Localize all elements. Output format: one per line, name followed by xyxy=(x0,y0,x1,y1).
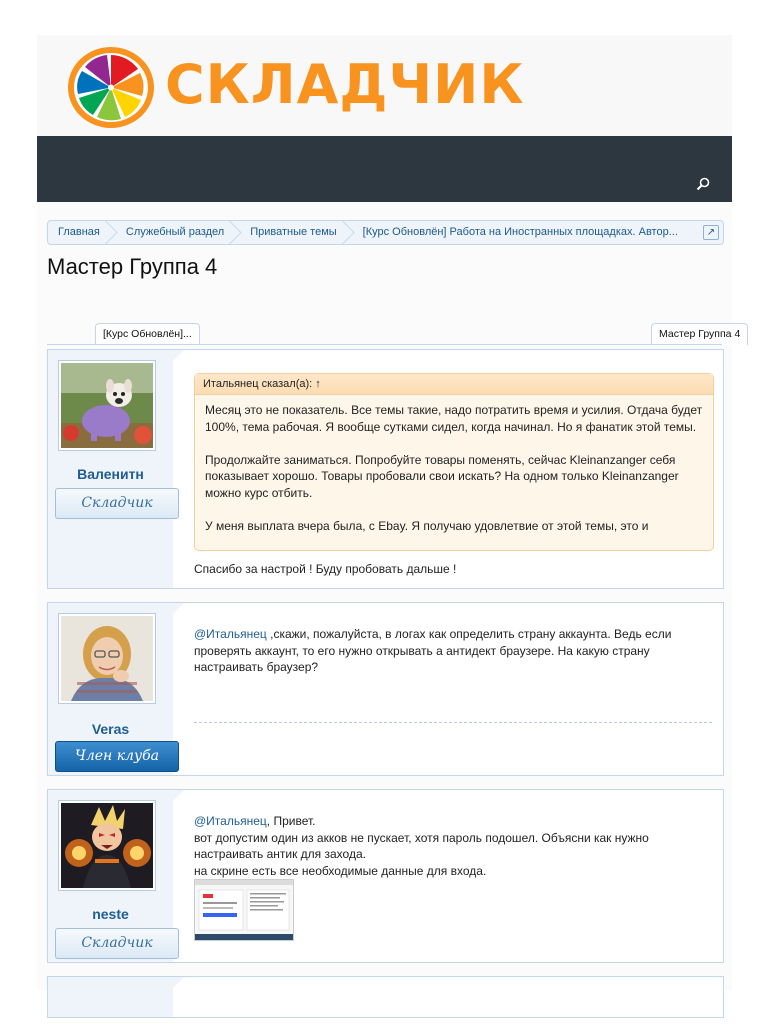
quote-paragraph: У меня выплата вчера была, с Ebay. Я получаю удовлетвие от этой темы, это и xyxy=(205,518,649,533)
breadcrumb-item-home[interactable]: Главная xyxy=(48,221,116,244)
tab-current-thread[interactable]: Мастер Группа 4 xyxy=(651,323,748,345)
quote-block xyxy=(194,373,714,551)
tab-divider xyxy=(47,344,722,345)
user-title-badge: Складчик xyxy=(55,928,179,959)
user-mention-link[interactable]: @Итальянец xyxy=(194,627,267,641)
breadcrumb-item-service-section[interactable]: Служебный раздел xyxy=(116,221,240,244)
quote-paragraph: Продолжайте заниматься. Попробуйте товары поменять, сейчас Kleinanzanger себя показывает хорошо. Товары пробовали свои искать? На одном только Kleinanzanger можно курс отбить. xyxy=(205,452,679,500)
user-title-badge: Член клуба xyxy=(55,741,179,772)
post-message-text: , Привет. xyxy=(266,814,316,828)
attachment-thumbnail[interactable] xyxy=(194,879,294,941)
quote-header[interactable]: Итальянец сказал(а): ↑ xyxy=(195,374,713,395)
page-title: Мастер Группа 4 xyxy=(47,254,218,279)
page-container xyxy=(37,35,741,990)
post-message-line: на скрине есть все необходимые данные для входа. xyxy=(194,863,487,878)
post-user-info xyxy=(48,350,173,588)
username[interactable]: Валенитн xyxy=(77,466,144,482)
site-logo-text[interactable]: СКЛАДЧИК xyxy=(165,53,525,116)
breadcrumb xyxy=(47,220,724,245)
post-message-line: вот допустим один из акков не пускает, хотя пароль подошел. Объясни как нужно настраивать антик для захода. xyxy=(194,830,649,861)
post-user-info xyxy=(48,977,173,1017)
bulldog-avatar-icon xyxy=(61,363,153,448)
user-title-badge: Складчик xyxy=(55,488,179,519)
post-message-text: ,скажи, пожалуйста, в логах как определить страну аккаунта. Ведь если проверять аккаунт, то его нужно открывать а антидект браузере. На какую страну настраивать браузер? xyxy=(194,627,672,674)
post-message xyxy=(194,626,713,676)
post xyxy=(47,602,724,776)
anime-character-avatar-icon xyxy=(61,803,153,888)
breadcrumb-item-private-topics[interactable]: Приватные темы xyxy=(240,221,352,244)
username[interactable]: Veras xyxy=(91,721,130,737)
post xyxy=(47,789,724,963)
post-message: Спасибо за настрой ! Буду пробовать дальше ! xyxy=(194,562,457,576)
avatar[interactable] xyxy=(58,360,156,451)
post xyxy=(47,349,724,589)
citrus-logo-icon[interactable] xyxy=(67,46,155,129)
post-user-info xyxy=(48,603,173,775)
avatar[interactable] xyxy=(58,613,156,704)
username[interactable]: neste xyxy=(92,906,129,922)
navigation-bar xyxy=(37,136,732,202)
post-message-line xyxy=(194,813,713,830)
post xyxy=(47,976,724,1018)
post-message xyxy=(194,813,713,879)
screenshot-thumbnail-icon xyxy=(195,880,293,940)
search-icon[interactable] xyxy=(696,177,710,191)
quote-body xyxy=(195,395,713,542)
quote-paragraph: Месяц это не показатель. Все темы такие, надо потратить время и усилия. Отдача будет 100%, тема рабочая. Я вообще сутками сидел, когда начинал. Но я фанатик этой темы. xyxy=(205,403,703,434)
tab-parent-thread[interactable]: [Курс Обновлён]... xyxy=(95,323,200,345)
user-mention-link[interactable]: @Итальянец xyxy=(194,814,267,828)
post-user-info xyxy=(48,790,173,962)
jump-to-icon[interactable]: ↗ xyxy=(703,225,719,240)
post-divider xyxy=(194,722,712,723)
avatar[interactable] xyxy=(58,800,156,891)
breadcrumb-item-course-thread[interactable]: [Курс Обновлён] Работа на Иностранных площадках. Автор... xyxy=(362,226,678,238)
logo-bar xyxy=(37,35,732,136)
woman-portrait-avatar-icon xyxy=(61,616,153,701)
